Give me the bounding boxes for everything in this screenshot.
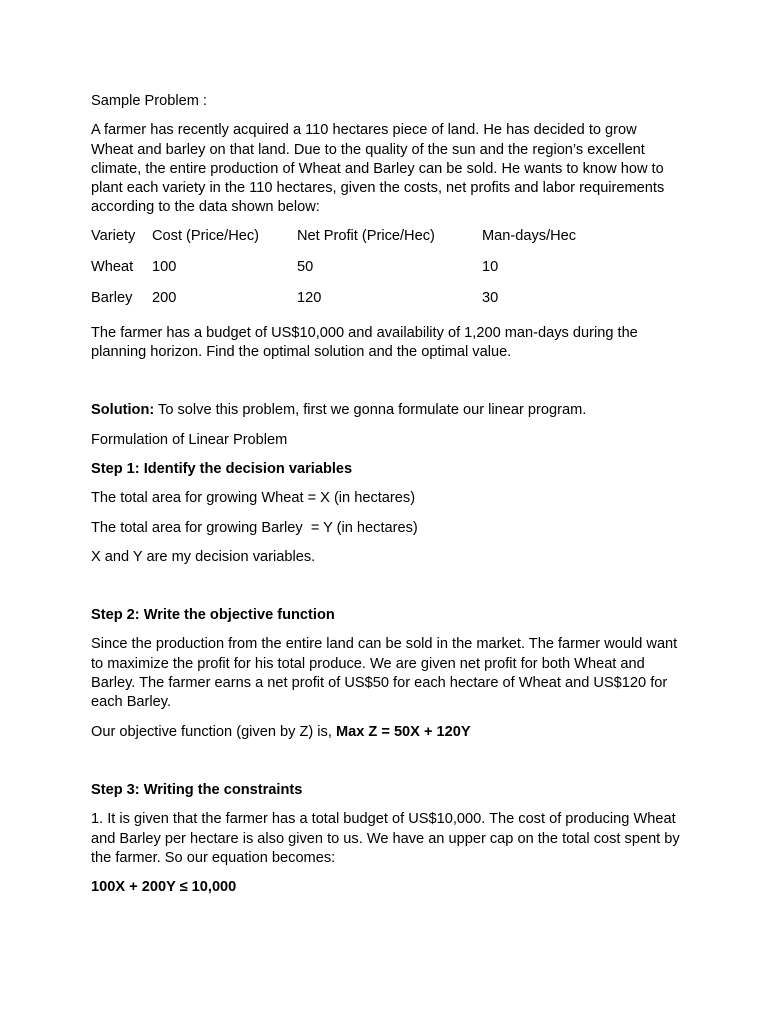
table-cell: 30 (482, 290, 499, 307)
solution-text: To solve this problem, first we gonna formulate our linear program. (154, 402, 587, 419)
table-cell: Wheat (91, 258, 134, 275)
table-cell: 120 (297, 290, 322, 307)
table-header-row (91, 228, 622, 251)
table-row (91, 251, 622, 283)
step1-line-barley: The total area for growing Barley = Y (in hectares) (91, 519, 418, 536)
table-cell: Barley (91, 290, 133, 307)
budget-paragraph: The farmer has a budget of US$10,000 and availability of 1,200 man-days during the planning horizon. Find the optimal solution and the optimal value. (91, 324, 638, 361)
step2-paragraph: Since the production from the entire land can be sold in the market. The farmer would want to maximize the profit for his total produce. We are given net profit for both Wheat and Barley. The farmer earns a net profit of US$50 for each hectare of Wheat and US$120 for each Barley. (91, 636, 678, 711)
table-cell: 50 (297, 258, 314, 275)
step2-title: Step 2: Write the objective function (91, 607, 335, 624)
step1-line-wheat: The total area for growing Wheat = X (in hectares) (91, 490, 416, 507)
table-cell: 200 (152, 290, 177, 307)
solution-paragraph (91, 401, 681, 420)
solution-label: Solution: (91, 402, 155, 419)
table-header-cell: Net Profit (Price/Hec) (297, 227, 435, 244)
table-header-cell: Variety (91, 227, 136, 244)
table-cell: 10 (482, 258, 499, 275)
step1-line-variables: X and Y are my decision variables. (91, 548, 316, 565)
objective-function-line (91, 723, 681, 742)
step3-title: Step 3: Writing the constraints (91, 781, 303, 798)
step3-paragraph: 1. It is given that the farmer has a total budget of US$10,000. The cost of producing Wheat and Barley per hectare is also given to us. We have an upper cap on the total cost spent by the farmer. So our equation becomes: (91, 811, 680, 866)
table-header-cell: Man-days/Hec (482, 227, 577, 244)
sample-problem-heading: Sample Problem : (91, 93, 207, 109)
step1-title: Step 1: Identify the decision variables (91, 460, 353, 477)
table-header-cell: Cost (Price/Hec) (152, 227, 260, 244)
objective-formula: Max Z = 50X + 120Y (335, 723, 471, 740)
table-row (91, 282, 622, 314)
problem-intro-paragraph: A farmer has recently acquired a 110 hectares piece of land. He has decided to grow Wheat and barley on that land. Due to the quality of the sun and the region’s excellent climate, the entire production of Wheat and Barley can be sold. He wants to know how to plant each variety in the 110 hectares, given the costs, net profits and labor requirements according to the data shown below: (91, 122, 665, 216)
formulation-heading: Formulation of Linear Problem (91, 431, 288, 448)
table-cell: 100 (152, 258, 177, 275)
budget-constraint-formula: 100X + 200Y ≤ 10,000 (91, 879, 237, 896)
document-page (91, 92, 681, 897)
crop-data-table (91, 228, 622, 314)
objective-prefix: Our objective function (given by Z) is, (91, 723, 336, 740)
